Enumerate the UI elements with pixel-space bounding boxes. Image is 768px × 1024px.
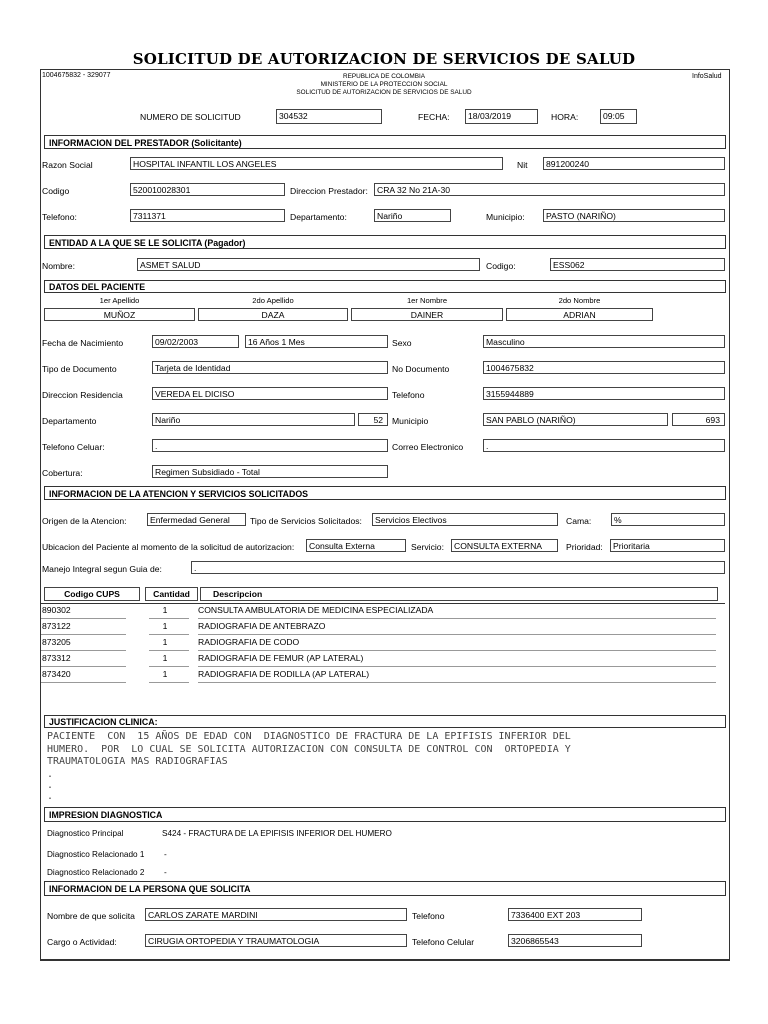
manejo-integral-field: . xyxy=(191,561,725,574)
origen-field: Enfermedad General xyxy=(147,513,246,526)
brand-label: InfoSalud xyxy=(692,73,722,80)
entidad-codigo-field: ESS062 xyxy=(550,258,725,271)
codigo-prestador-label: Codigo xyxy=(42,186,70,196)
ubicacion-label: Ubicacion del Paciente al momento de la solicitud de autorizacion: xyxy=(42,542,295,552)
servicio-field: CONSULTA EXTERNA xyxy=(451,539,558,552)
row-rule xyxy=(149,650,189,651)
correo-label: Correo Electronico xyxy=(392,442,464,452)
description-cell: RADIOGRAFIA DE ANTEBRAZO xyxy=(198,621,326,631)
solicitante-celular-field: 3206865543 xyxy=(508,934,642,947)
request-number-field: 304532 xyxy=(276,109,382,124)
quantity-cell: 1 xyxy=(162,605,168,615)
no-documento-field: 1004675832 xyxy=(483,361,725,374)
cama-label: Cama: xyxy=(566,516,592,526)
municipio-prestador-label: Municipio: xyxy=(486,212,525,222)
cups-code-cell: 890302 xyxy=(42,605,71,615)
section-impresion: IMPRESION DIAGNOSTICA xyxy=(44,807,726,822)
description-cell: RADIOGRAFIA DE FEMUR (AP LATERAL) xyxy=(198,653,364,663)
justificacion-line: PACIENTE CON 15 AÑOS DE EDAD CON DIAGNOSTICO DE FRACTURA DE LA EPIFISIS INFERIOR DEL xyxy=(47,731,571,742)
entidad-codigo-label: Codigo: xyxy=(486,261,516,271)
departamento-prestador-field: Nariño xyxy=(374,209,451,222)
document-title: SOLICITUD DE AUTORIZACION DE SERVICIOS DE SALUD xyxy=(132,50,636,68)
nacimiento-field: 09/02/2003 xyxy=(152,335,239,348)
issuer-ministry: MINISTERIO DE LA PROTECCION SOCIAL xyxy=(320,81,448,88)
solicitante-celular-label: Telefono Celular xyxy=(412,937,475,947)
column-header-cantidad: Cantidad xyxy=(145,587,198,601)
departamento-code-field: 52 xyxy=(358,413,388,426)
quantity-cell: 1 xyxy=(162,637,168,647)
row-rule xyxy=(149,634,189,635)
section-justificacion: JUSTIFICACION CLINICA: xyxy=(44,715,726,728)
telefono-prestador-field: 7311371 xyxy=(130,209,285,222)
section-entidad: ENTIDAD A LA QUE SE LE SOLICITA (Pagador) xyxy=(44,235,726,249)
tipo-documento-label: Tipo de Documento xyxy=(42,364,117,374)
prioridad-field: Prioritaria xyxy=(610,539,725,552)
prioridad-label: Prioridad: xyxy=(566,542,603,552)
justificacion-line: . xyxy=(47,790,54,802)
solicitante-telefono-field: 7336400 EXT 203 xyxy=(508,908,642,921)
table-header-rule xyxy=(41,603,725,604)
direccion-prestador-field: CRA 32 No 21A-30 xyxy=(374,183,725,196)
diagnostico-principal-value: S424 - FRACTURA DE LA EPIFISIS INFERIOR DEL HUMERO xyxy=(162,829,392,838)
municipio-paciente-label: Municipio xyxy=(392,416,429,426)
section-paciente: DATOS DEL PACIENTE xyxy=(44,280,726,293)
cama-field: % xyxy=(611,513,725,526)
razon-social-label: Razon Social xyxy=(42,160,93,170)
tipo-servicio-field: Servicios Electivos xyxy=(372,513,558,526)
diagnostico-relacionado-2-label: Diagnostico Relacionado 2 xyxy=(47,868,145,877)
column-header-descripcion: Descripcion xyxy=(200,587,718,601)
departamento-paciente-field: Nariño xyxy=(152,413,355,426)
quantity-cell: 1 xyxy=(162,621,168,631)
solicitante-cargo-label: Cargo o Actividad: xyxy=(47,937,117,947)
tipo-documento-field: Tarjeta de Identidad xyxy=(152,361,388,374)
apellido2-field: DAZA xyxy=(198,308,348,321)
manejo-integral-label: Manejo Integral segun Guia de: xyxy=(42,564,162,574)
servicio-label: Servicio: xyxy=(411,542,444,552)
tipo-servicio-label: Tipo de Servicios Solicitados: xyxy=(250,516,362,526)
sexo-field: Masculino xyxy=(483,335,725,348)
row-rule xyxy=(149,666,189,667)
justificacion-line: . xyxy=(47,768,54,780)
nit-label: Nit xyxy=(517,160,528,170)
apellido1-label: 1er Apellido xyxy=(99,296,140,305)
entidad-nombre-field: ASMET SALUD xyxy=(137,258,480,271)
residencia-field: VEREDA EL DICISO xyxy=(152,387,388,400)
edad-field: 16 Años 1 Mes xyxy=(245,335,388,348)
cups-code-cell: 873420 xyxy=(42,669,71,679)
date-label: FECHA: xyxy=(418,112,450,122)
solicitante-cargo-field: CIRUGIA ORTOPEDIA Y TRAUMATOLOGIA xyxy=(145,934,407,947)
solicitante-nombre-field: CARLOS ZARATE MARDINI xyxy=(145,908,407,921)
residencia-label: Direccion Residencia xyxy=(42,390,123,400)
sexo-label: Sexo xyxy=(392,338,412,348)
solicitante-telefono-label: Telefono xyxy=(412,911,445,921)
time-label: HORA: xyxy=(551,112,579,122)
row-rule xyxy=(198,650,716,651)
celular-paciente-field: . xyxy=(152,439,388,452)
description-cell: CONSULTA AMBULATORIA DE MEDICINA ESPECIALIZADA xyxy=(198,605,434,615)
row-rule xyxy=(41,650,126,651)
row-rule xyxy=(198,666,716,667)
request-number-label: NUMERO DE SOLICITUD xyxy=(140,112,241,122)
request-reference: 1004675832 - 329077 xyxy=(42,72,111,79)
row-rule xyxy=(41,682,126,683)
section-prestador: INFORMACION DEL PRESTADOR (Solicitante) xyxy=(44,135,726,149)
departamento-paciente-label: Departamento xyxy=(42,416,97,426)
nombre1-label: 1er Nombre xyxy=(406,296,448,305)
row-rule xyxy=(198,618,716,619)
nombre2-field: ADRIAN xyxy=(506,308,653,321)
municipio-prestador-field: PASTO (NARIÑO) xyxy=(543,209,725,222)
nombre1-field: DAINER xyxy=(351,308,503,321)
justificacion-line: . xyxy=(47,779,54,791)
origen-label: Origen de la Atencion: xyxy=(42,516,127,526)
diagnostico-relacionado-2-value: - xyxy=(164,868,167,877)
ubicacion-field: Consulta Externa xyxy=(306,539,406,552)
cups-code-cell: 873122 xyxy=(42,621,71,631)
solicitante-nombre-label: Nombre de que solicita xyxy=(47,911,135,921)
section-atencion: INFORMACION DE LA ATENCION Y SERVICIOS SOLICITADOS xyxy=(44,486,726,500)
row-rule xyxy=(149,682,189,683)
telefono-paciente-field: 3155944889 xyxy=(483,387,725,400)
diagnostico-relacionado-1-value: - xyxy=(164,850,167,859)
time-field: 09:05 xyxy=(600,109,637,124)
description-cell: RADIOGRAFIA DE CODO xyxy=(198,637,300,647)
apellido1-field: MUÑOZ xyxy=(44,308,195,321)
quantity-cell: 1 xyxy=(162,653,168,663)
row-rule xyxy=(149,618,189,619)
section-solicitante: INFORMACION DE LA PERSONA QUE SOLICITA xyxy=(44,881,726,896)
diagnostico-relacionado-1-label: Diagnostico Relacionado 1 xyxy=(47,850,145,859)
justificacion-line: HUMERO. POR LO CUAL SE SOLICITA AUTORIZACION CON CONSULTA DE CONTROL CON ORTOPEDIA Y xyxy=(47,743,571,755)
justificacion-line: TRAUMATOLOGIA MAS RADIOGRAFIAS xyxy=(47,756,228,767)
row-rule xyxy=(41,666,126,667)
row-rule xyxy=(41,634,126,635)
cups-code-cell: 873205 xyxy=(42,637,71,647)
cobertura-label: Cobertura: xyxy=(42,468,83,478)
direccion-prestador-label: Direccion Prestador: xyxy=(290,186,368,196)
issuer-block xyxy=(284,73,484,97)
apellido2-label: 2do Apellido xyxy=(252,296,294,305)
issuer-country: REPUBLICA DE COLOMBIA xyxy=(342,73,426,80)
cobertura-field: Regimen Subsidiado - Total xyxy=(152,465,388,478)
correo-field: . xyxy=(483,439,725,452)
no-documento-label: No Documento xyxy=(392,364,450,374)
telefono-paciente-label: Telefono xyxy=(392,390,425,400)
municipio-paciente-field: SAN PABLO (NARIÑO) xyxy=(483,413,668,426)
telefono-prestador-label: Telefono: xyxy=(42,212,77,222)
diagnostico-principal-label: Diagnostico Principal xyxy=(47,829,124,838)
entidad-nombre-label: Nombre: xyxy=(42,261,75,271)
issuer-form-name: SOLICITUD DE AUTORIZACION DE SERVICIOS DE SALUD xyxy=(296,89,472,96)
cups-code-cell: 873312 xyxy=(42,653,71,663)
departamento-prestador-label: Departamento: xyxy=(290,212,347,222)
razon-social-field: HOSPITAL INFANTIL LOS ANGELES xyxy=(130,157,503,170)
row-rule xyxy=(41,618,126,619)
column-header-codigo: Codigo CUPS xyxy=(44,587,140,601)
quantity-cell: 1 xyxy=(162,669,168,679)
nacimiento-label: Fecha de Nacimiento xyxy=(42,338,124,348)
row-rule xyxy=(198,682,716,683)
justificacion-text xyxy=(47,731,723,802)
municipio-code-field: 693 xyxy=(672,413,725,426)
description-cell: RADIOGRAFIA DE RODILLA (AP LATERAL) xyxy=(198,669,370,679)
codigo-prestador-field: 520010028301 xyxy=(130,183,285,196)
date-field: 18/03/2019 xyxy=(465,109,538,124)
row-rule xyxy=(198,634,716,635)
nit-field: 891200240 xyxy=(543,157,725,170)
celular-paciente-label: Telefono Celuar: xyxy=(42,442,105,452)
nombre2-label: 2do Nombre xyxy=(558,296,601,305)
